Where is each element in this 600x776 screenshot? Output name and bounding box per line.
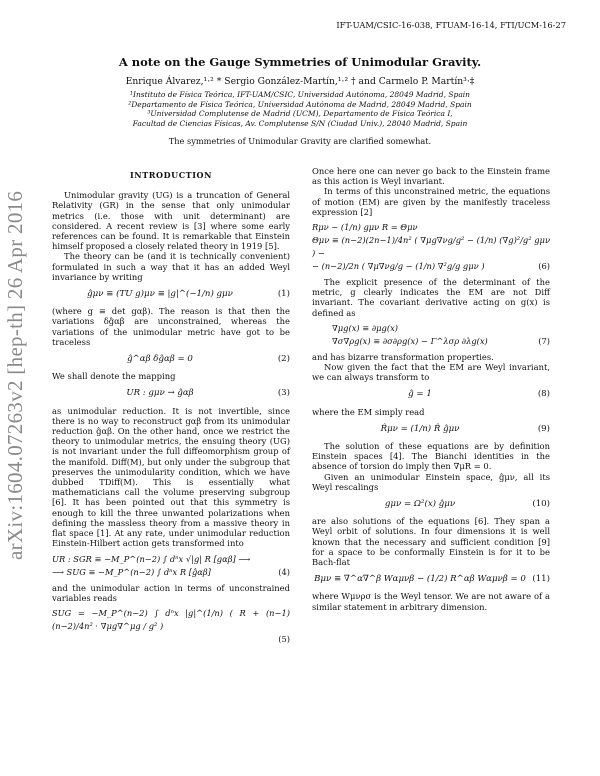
equation-line: ∇σ∇ρg(x) ≡ ∂σ∂ρg(x) − Γ^λσρ ∂λg(x) (332, 335, 488, 346)
equation-number: (8) (537, 389, 550, 400)
equation-8 (312, 389, 550, 399)
equation-5 (52, 607, 290, 646)
equation-number: (1) (277, 289, 290, 300)
equation-number: (3) (277, 388, 290, 399)
equation-4 (52, 553, 290, 579)
paragraph: The solution of these equations are by definition Einstein spaces [4]. The Bianchi identities in the absence of torsion do imply then ∇μR = 0. (312, 441, 550, 472)
paragraph: The explicit presence of the determinant of the metric, g clearly indicates the EM are not Diff invariant. The covariant derivative acting on g(x) is defined as (312, 277, 550, 318)
affiliation-1: ¹Instituto de Física Teórica, IFT-UAM/CSIC, Universidad Autónoma, 28049 Madrid, Spain (129, 90, 471, 99)
paragraph: Once here one can never go back to the Einstein frame as this action is Weyl invariant. (312, 166, 550, 187)
affiliation-3: ³Universidad Complutense de Madrid (UCM), Departamento de Física Teórica I, (147, 109, 453, 119)
paragraph: Now given the fact that the EM are Weyl invariant, we can always transform to (312, 362, 550, 383)
equation-body: ĝ = 1 (408, 389, 432, 400)
equation-number: (4) (278, 566, 290, 577)
affiliations (0, 90, 600, 128)
paragraph: The theory can be (and it is technically convenient) formulated in such a way that it has an added Weyl invariance by writing (52, 251, 290, 282)
paragraph: where the EM simply read (312, 406, 425, 417)
equation-number: (11) (532, 574, 550, 585)
equation-line: UR : SGR ≡ −M_P^(n−2) ∫ dⁿx √|g| R [gαβ] ⟶ (52, 553, 251, 564)
equation-line: Rμν − (1/n) gμν R = Θμν (312, 222, 418, 233)
equation-body: UR : gμν → ĝαβ (126, 388, 194, 399)
paragraph: Given an unimodular Einstein space, ĝμν, all its Weyl rescalings (312, 471, 550, 492)
authors: Enrique Álvarez,¹·² * Sergio González-Martín,¹·² † and Carmelo P. Martín³·‡ (125, 76, 475, 87)
affiliation-4: Facultad de Ciencias Físicas, Av. Complutense S/N (Ciudad Univ.), 28040 Madrid, Spain (132, 118, 468, 128)
paragraph: We shall denote the mapping (52, 371, 176, 382)
equation-number: (2) (277, 354, 290, 365)
equation-number: (6) (538, 261, 550, 272)
equation-2 (52, 354, 290, 364)
equation-body: R̂μν = (1/n) R̂ ĝμν (380, 423, 460, 434)
paper-title: A note on the Gauge Symmetries of Unimodular Gravity. (118, 55, 482, 69)
equation-number: (7) (538, 335, 550, 346)
equation-1 (52, 289, 290, 299)
section-title: INTRODUCTION (129, 170, 213, 180)
equation-number: (10) (532, 499, 550, 510)
paragraph: Unimodular gravity (UG) is a truncation of General Relativity (GR) in the sense that only unimodular metrics (i.e. those with unit determinant) are considered. A recent review is [3] where some early references can be found. It is remarkable that Einstein himself proposed a closely related theory in 1919 [5]. (52, 190, 290, 252)
equation-number: (5) (278, 633, 290, 644)
paragraph: where Wμνρσ is the Weyl tensor. We are not aware of a similar statement in arbitrary dimension. (312, 591, 550, 612)
equation-body: ĝ^αβ δĝαβ = 0 (127, 354, 193, 365)
report-numbers: IFT-UAM/CSIC-16-038, FTUAM-16-14, FTI/UCM-16-27 (336, 20, 566, 30)
paragraph: (where g ≡ det gαβ). The reason is that then the variations δĝαβ are unconstrained, whereas the variations of the unimodular metric have got to be traceless (52, 306, 290, 347)
paragraph: and has bizarre transformation properties. (312, 351, 494, 362)
equation-9 (312, 424, 550, 434)
equation-body: Bμν ≡ ∇^α∇^β Wαμνβ − (1/2) R^αβ Wαμνβ = 0 (314, 574, 526, 585)
equation-10 (312, 499, 550, 509)
equation-3 (52, 388, 290, 398)
equation-line: Θμν ≡ (n−2)(2n−1)/4n² ( ∇μg∇νg/g² − (1/n) (∇g)²/g² gμν ) − (312, 235, 550, 259)
paragraph: and the unimodular action in terms of unconstrained variables reads (52, 582, 290, 603)
equation-body: gμν = Ω²(x) ĝμν (384, 499, 456, 510)
paragraph: In terms of this unconstrained metric, the equations of motion (EM) are given by the manifestly traceless expression [2] (312, 186, 550, 217)
paragraph: are also solutions of the equations [6]. They span a Weyl orbit of solutions. In four dimensions it is well known that the necessary and sufficient condition [9] for a space to be conformally Einstein is for it to be Bach-flat (312, 516, 550, 568)
abstract: The symmetries of Unimodular Gravity are clarified somewhat. (168, 136, 432, 146)
paragraph: as unimodular reduction. It is not invertible, since there is no way to reconstruct gαβ from its unimodular reduction ĝαβ. On the other hand, once we restrict the theory to unimodular metrics, the ensuing theory (UG) is not invariant under the full diffeomorphism group of the manifold. Diff(M), but only under the subgroup that preserves the unimodularity condition, which we have dubbed TDiff(M). This is essentially what mathematicians call the volume preserving subgroup [6]. It has been pointed out that this symmetry is enough to kill the three unwanted polarizations when defining the massless theory from a massive theory in flat space [1]. At any rate, under unimodular reduction Einstein-Hilbert action gets transformed into (52, 405, 290, 549)
equation-number: (9) (537, 423, 550, 434)
equation-body: ĝμν ≡ (TU g)μν ≡ |g|^(−1/n) gμν (87, 289, 233, 300)
affiliation-2: ²Departamento de Física Teórica, Universidad Autónoma de Madrid, 28049 Madrid, Spain (128, 99, 472, 109)
equation-line: SUG = −M_P^(n−2) ∫ dⁿx |g|^(1/n) ( R + (n−1)(n−2)/4n² · ∇μg∇^μg / g² ) (52, 607, 290, 631)
equation-line: ⟶ SUG ≡ −M_P^(n−2) ∫ dⁿx R [ĝαβ] (52, 566, 211, 577)
right-column (312, 166, 550, 612)
equation-11 (312, 574, 550, 584)
equation-6 (312, 221, 550, 273)
arxiv-stamp: arXiv:1604.07263v2 [hep-th] 26 Apr 2016 (3, 190, 27, 560)
left-column (52, 166, 290, 650)
equation-line: ∇μg(x) ≡ ∂μg(x) (332, 322, 399, 333)
equation-line: − (n−2)/2n ( ∇μ∇νg/g − (1/n) ∇²g/g gμν ) (312, 261, 485, 272)
equation-7 (312, 322, 550, 348)
